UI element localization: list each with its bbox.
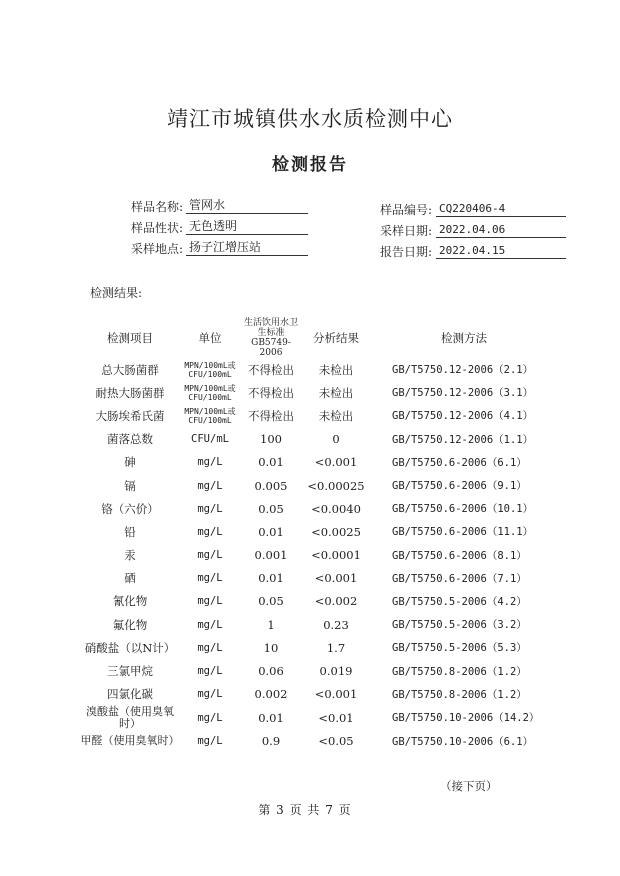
cell-method: GB/T5750.6-2006（6.1） bbox=[392, 456, 527, 469]
cell-method: GB/T5750.6-2006（7.1） bbox=[392, 572, 527, 585]
cell-result: <0.05 bbox=[318, 734, 354, 749]
cell-item: 铬（六价） bbox=[101, 501, 159, 516]
table-row bbox=[80, 590, 558, 613]
cell-result: <0.0025 bbox=[311, 524, 361, 539]
cell-unit: mg/L bbox=[197, 688, 223, 701]
cell-result: <0.001 bbox=[314, 687, 358, 702]
report-date-label: 报告日期: bbox=[379, 245, 432, 259]
table-row bbox=[80, 451, 558, 474]
cell-result: 1.7 bbox=[326, 640, 346, 655]
cell-standard: 不得检出 bbox=[248, 408, 294, 423]
cell-item: 氰化物 bbox=[112, 594, 148, 609]
cell-method: GB/T5750.12-2006（1.1） bbox=[392, 433, 534, 446]
cell-item: 耐热大肠菌群 bbox=[95, 385, 165, 400]
sample-name-label: 样品名称: bbox=[130, 200, 183, 214]
cell-item: 甲醛（使用臭氧时） bbox=[80, 734, 180, 748]
cell-standard: 10 bbox=[263, 640, 279, 655]
cell-unit: mg/L bbox=[197, 502, 223, 515]
table-row bbox=[80, 520, 558, 543]
cell-result: <0.01 bbox=[318, 710, 354, 725]
table-row bbox=[80, 730, 558, 753]
table-row bbox=[80, 613, 558, 636]
cell-unit: mg/L bbox=[197, 595, 223, 608]
cell-item: 氟化物 bbox=[112, 617, 148, 632]
cell-result: 0.23 bbox=[323, 617, 349, 632]
cell-item: 汞 bbox=[124, 548, 136, 563]
cell-method: GB/T5750.10-2006（14.2） bbox=[392, 712, 540, 725]
cell-item: 三氯甲烷 bbox=[107, 664, 153, 679]
cell-standard: 0.05 bbox=[258, 501, 284, 516]
cell-standard: 不得检出 bbox=[248, 362, 294, 377]
cell-method: GB/T5750.6-2006（9.1） bbox=[392, 480, 527, 493]
cell-item: 镉 bbox=[124, 478, 136, 493]
cell-result: 未检出 bbox=[318, 362, 354, 377]
sample-state-label: 样品性状: bbox=[130, 221, 183, 235]
cell-result: <0.002 bbox=[314, 594, 358, 609]
cell-standard: 0.9 bbox=[261, 734, 281, 749]
cell-standard: 100 bbox=[260, 432, 282, 447]
cell-item: 菌落总数 bbox=[107, 432, 153, 447]
report-title: 检测报告 bbox=[272, 155, 348, 175]
table-header-row bbox=[80, 318, 558, 358]
cell-unit: mg/L bbox=[197, 456, 223, 469]
cell-result: <0.001 bbox=[314, 455, 358, 470]
sample-id-label: 样品编号: bbox=[379, 203, 432, 217]
report-date-value: 2022.04.15 bbox=[436, 243, 566, 259]
page-footer: 第 3 页 共 7 页 bbox=[258, 803, 352, 817]
col-header-standard: 生活饮用水卫生标准GB5749-2006 bbox=[243, 318, 298, 358]
col-header-result: 分析结果 bbox=[313, 331, 359, 345]
cell-result: <0.00025 bbox=[307, 478, 365, 493]
cell-standard: 0.001 bbox=[254, 548, 288, 563]
cell-unit: mg/L bbox=[197, 618, 223, 631]
cell-unit: mg/L bbox=[197, 665, 223, 678]
results-table bbox=[80, 318, 558, 753]
cell-result: <0.0040 bbox=[311, 501, 361, 516]
cell-standard: 0.01 bbox=[258, 710, 284, 725]
cell-item: 溴酸盐（使用臭氧时） bbox=[86, 704, 174, 730]
results-label: 检测结果: bbox=[90, 286, 143, 300]
col-header-method: 检测方法 bbox=[441, 331, 487, 345]
org-title: 靖江市城镇供水水质检测中心 bbox=[167, 107, 453, 131]
cell-method: GB/T5750.10-2006（6.1） bbox=[392, 735, 534, 748]
cell-method: GB/T5750.6-2006（10.1） bbox=[392, 503, 534, 516]
cell-method: GB/T5750.5-2006（3.2） bbox=[392, 619, 527, 632]
sample-location-value: 扬子江增压站 bbox=[186, 240, 308, 256]
table-row bbox=[80, 659, 558, 682]
cell-item: 四氯化碳 bbox=[107, 687, 153, 702]
cell-standard: 0.005 bbox=[254, 478, 288, 493]
cell-method: GB/T5750.12-2006（2.1） bbox=[392, 364, 534, 377]
cell-unit: CFU/mL bbox=[191, 433, 229, 446]
cell-unit: mg/L bbox=[197, 479, 223, 492]
sample-state-value: 无色透明 bbox=[186, 219, 308, 235]
cell-result: 0 bbox=[332, 432, 340, 447]
cell-standard: 1 bbox=[267, 617, 275, 632]
table-row bbox=[80, 544, 558, 567]
cell-standard: 0.002 bbox=[254, 687, 288, 702]
sampling-date-value: 2022.04.06 bbox=[436, 222, 566, 238]
cell-item: 硒 bbox=[124, 571, 136, 586]
cell-standard: 0.01 bbox=[258, 571, 284, 586]
table-row bbox=[80, 567, 558, 590]
table-row bbox=[80, 404, 558, 427]
table-row bbox=[80, 497, 558, 520]
cell-method: GB/T5750.8-2006（1.2） bbox=[392, 688, 527, 701]
cell-method: GB/T5750.5-2006（4.2） bbox=[392, 595, 527, 608]
table-row bbox=[80, 381, 558, 404]
cell-result: 未检出 bbox=[318, 408, 354, 423]
table-row bbox=[80, 683, 558, 706]
table-row bbox=[80, 358, 558, 381]
sampling-date-label: 采样日期: bbox=[379, 224, 432, 238]
cell-unit: mg/L bbox=[197, 549, 223, 562]
cell-method: GB/T5750.5-2006（5.3） bbox=[392, 642, 527, 655]
cell-item: 硝酸盐（以N计） bbox=[84, 640, 176, 655]
cell-result: 未检出 bbox=[318, 385, 354, 400]
cell-unit: mg/L bbox=[197, 711, 223, 724]
sample-id-value: CQ220406-4 bbox=[436, 201, 566, 217]
table-row bbox=[80, 474, 558, 497]
cell-method: GB/T5750.6-2006（11.1） bbox=[392, 526, 534, 539]
cell-unit: mg/L bbox=[197, 641, 223, 654]
cell-standard: 0.01 bbox=[258, 455, 284, 470]
sample-location-label: 采样地点: bbox=[130, 242, 183, 256]
cell-unit: MPN/100mL或CFU/100mL bbox=[184, 383, 236, 402]
cell-standard: 0.06 bbox=[258, 664, 284, 679]
cell-standard: 0.01 bbox=[258, 524, 284, 539]
cell-item: 总大肠菌群 bbox=[101, 362, 159, 377]
cell-method: GB/T5750.6-2006（8.1） bbox=[392, 549, 527, 562]
cell-method: GB/T5750.12-2006（4.1） bbox=[392, 410, 534, 423]
col-header-item: 检测项目 bbox=[107, 331, 153, 345]
table-row bbox=[80, 706, 558, 730]
cell-standard: 不得检出 bbox=[248, 385, 294, 400]
cell-method: GB/T5750.8-2006（1.2） bbox=[392, 665, 527, 678]
cell-result: <0.001 bbox=[314, 571, 358, 586]
continued-note: （接下页） bbox=[440, 779, 498, 793]
cell-unit: MPN/100mL或CFU/100mL bbox=[184, 406, 236, 425]
cell-method: GB/T5750.12-2006（3.1） bbox=[392, 387, 534, 400]
cell-result: <0.0001 bbox=[311, 548, 361, 563]
cell-item: 砷 bbox=[124, 455, 136, 470]
cell-unit: MPN/100mL或CFU/100mL bbox=[184, 360, 236, 379]
sample-name-value: 管网水 bbox=[186, 198, 308, 214]
cell-result: 0.019 bbox=[319, 664, 353, 679]
col-header-unit: 单位 bbox=[198, 331, 222, 345]
cell-item: 铅 bbox=[124, 524, 136, 539]
cell-item: 大肠埃希氏菌 bbox=[95, 408, 165, 423]
cell-standard: 0.05 bbox=[258, 594, 284, 609]
cell-unit: mg/L bbox=[197, 735, 223, 748]
table-row bbox=[80, 428, 558, 451]
cell-unit: mg/L bbox=[197, 572, 223, 585]
cell-unit: mg/L bbox=[197, 525, 223, 538]
table-row bbox=[80, 636, 558, 659]
